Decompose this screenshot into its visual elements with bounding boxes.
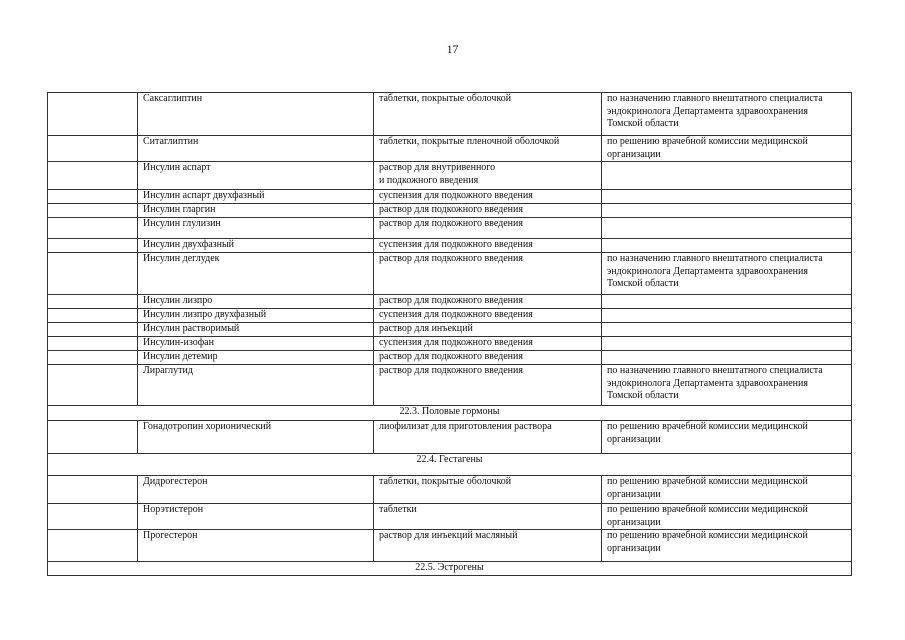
dosage-form-cell: раствор для подкожного введения — [374, 351, 602, 365]
code-cell — [48, 476, 138, 504]
drug-name-cell: Инсулин лизпро двухфазный — [138, 309, 374, 323]
code-cell — [48, 136, 138, 162]
drug-name-cell: Лираглутид — [138, 365, 374, 406]
table-row — [48, 204, 852, 218]
code-cell — [48, 190, 138, 204]
table-row — [48, 421, 852, 454]
dosage-form-cell: таблетки, покрытые оболочкой — [374, 93, 602, 136]
code-cell — [48, 239, 138, 253]
table-row — [48, 365, 852, 406]
table-row — [48, 351, 852, 365]
dosage-form-cell: раствор для подкожного введения — [374, 204, 602, 218]
drug-name-cell: Саксаглиптин — [138, 93, 374, 136]
dosage-form-cell: таблетки — [374, 504, 602, 530]
dosage-form-cell: таблетки, покрытые оболочкой — [374, 476, 602, 504]
table-row — [48, 253, 852, 295]
code-cell — [48, 351, 138, 365]
drug-name-cell: Гонадотропин хорионический — [138, 421, 374, 454]
drug-name-cell: Инсулин гларгин — [138, 204, 374, 218]
dosage-form-cell: суспензия для подкожного введения — [374, 337, 602, 351]
drug-name-cell: Инсулин аспарт — [138, 162, 374, 190]
code-cell — [48, 218, 138, 239]
prescription-condition-cell — [602, 190, 852, 204]
drug-name-cell: Инсулин аспарт двухфазный — [138, 190, 374, 204]
drug-name-cell: Инсулин деглудек — [138, 253, 374, 295]
prescription-condition-cell: по назначению главного внештатного специалиста эндокринолога Департамента здравоохранения Томской области — [602, 253, 852, 295]
section-title: 22.3. Половые гормоны — [48, 406, 852, 421]
table-row — [48, 504, 852, 530]
section-header-row — [48, 562, 852, 576]
code-cell — [48, 204, 138, 218]
table-row — [48, 93, 852, 136]
dosage-form-cell: раствор для внутривенного и подкожного введения — [374, 162, 602, 190]
table-row — [48, 530, 852, 562]
prescription-condition-cell: по решению врачебной комиссии медицинской организации — [602, 136, 852, 162]
prescription-condition-cell: по решению врачебной комиссии медицинской организации — [602, 530, 852, 562]
section-title: 22.5. Эстрогены — [48, 562, 852, 576]
dosage-form-cell: раствор для инъекций — [374, 323, 602, 337]
prescription-condition-cell — [602, 239, 852, 253]
prescription-condition-cell — [602, 295, 852, 309]
dosage-form-cell: раствор для инъекций масляный — [374, 530, 602, 562]
dosage-form-cell: суспензия для подкожного введения — [374, 239, 602, 253]
dosage-form-cell: лиофилизат для приготовления раствора — [374, 421, 602, 454]
drug-name-cell: Инсулин растворимый — [138, 323, 374, 337]
page-number: 17 — [446, 44, 459, 56]
table-row — [48, 476, 852, 504]
prescription-condition-cell — [602, 323, 852, 337]
drug-name-cell: Норэтистерон — [138, 504, 374, 530]
drug-name-cell: Инсулин глулизин — [138, 218, 374, 239]
prescription-condition-cell: по решению врачебной комиссии медицинской организации — [602, 421, 852, 454]
dosage-form-cell: суспензия для подкожного введения — [374, 309, 602, 323]
table-row — [48, 309, 852, 323]
code-cell — [48, 365, 138, 406]
table-body — [48, 93, 852, 576]
code-cell — [48, 337, 138, 351]
dosage-form-cell: раствор для подкожного введения — [374, 218, 602, 239]
dosage-form-cell: раствор для подкожного введения — [374, 253, 602, 295]
prescription-condition-cell — [602, 204, 852, 218]
code-cell — [48, 530, 138, 562]
drug-table — [47, 92, 852, 576]
prescription-condition-cell — [602, 351, 852, 365]
drug-name-cell: Дидрогестерон — [138, 476, 374, 504]
code-cell — [48, 162, 138, 190]
drug-name-cell: Прогестерон — [138, 530, 374, 562]
prescription-condition-cell: по решению врачебной комиссии медицинской организации — [602, 476, 852, 504]
code-cell — [48, 323, 138, 337]
table-row — [48, 162, 852, 190]
code-cell — [48, 421, 138, 454]
table-row — [48, 239, 852, 253]
code-cell — [48, 309, 138, 323]
drug-name-cell: Инсулин лизпро — [138, 295, 374, 309]
code-cell — [48, 504, 138, 530]
table-row — [48, 136, 852, 162]
section-header-row — [48, 406, 852, 421]
table-row — [48, 295, 852, 309]
code-cell — [48, 253, 138, 295]
table-row — [48, 218, 852, 239]
code-cell — [48, 93, 138, 136]
prescription-condition-cell: по решению врачебной комиссии медицинской организации — [602, 504, 852, 530]
prescription-condition-cell — [602, 162, 852, 190]
prescription-condition-cell — [602, 309, 852, 323]
drug-name-cell: Инсулин-изофан — [138, 337, 374, 351]
table-row — [48, 190, 852, 204]
drug-name-cell: Инсулин двухфазный — [138, 239, 374, 253]
drug-name-cell: Ситаглиптин — [138, 136, 374, 162]
prescription-condition-cell: по назначению главного внештатного специалиста эндокринолога Департамента здравоохранения Томской области — [602, 365, 852, 406]
dosage-form-cell: раствор для подкожного введения — [374, 365, 602, 406]
dosage-form-cell: таблетки, покрытые пленочной оболочкой — [374, 136, 602, 162]
prescription-condition-cell — [602, 218, 852, 239]
dosage-form-cell: суспензия для подкожного введения — [374, 190, 602, 204]
section-title: 22.4. Гестагены — [48, 454, 852, 476]
prescription-condition-cell: по назначению главного внештатного специалиста эндокринолога Департамента здравоохранения Томской области — [602, 93, 852, 136]
dosage-form-cell: раствор для подкожного введения — [374, 295, 602, 309]
prescription-condition-cell — [602, 337, 852, 351]
code-cell — [48, 295, 138, 309]
table-row — [48, 323, 852, 337]
drug-name-cell: Инсулин детемир — [138, 351, 374, 365]
table-row — [48, 337, 852, 351]
section-header-row — [48, 454, 852, 476]
